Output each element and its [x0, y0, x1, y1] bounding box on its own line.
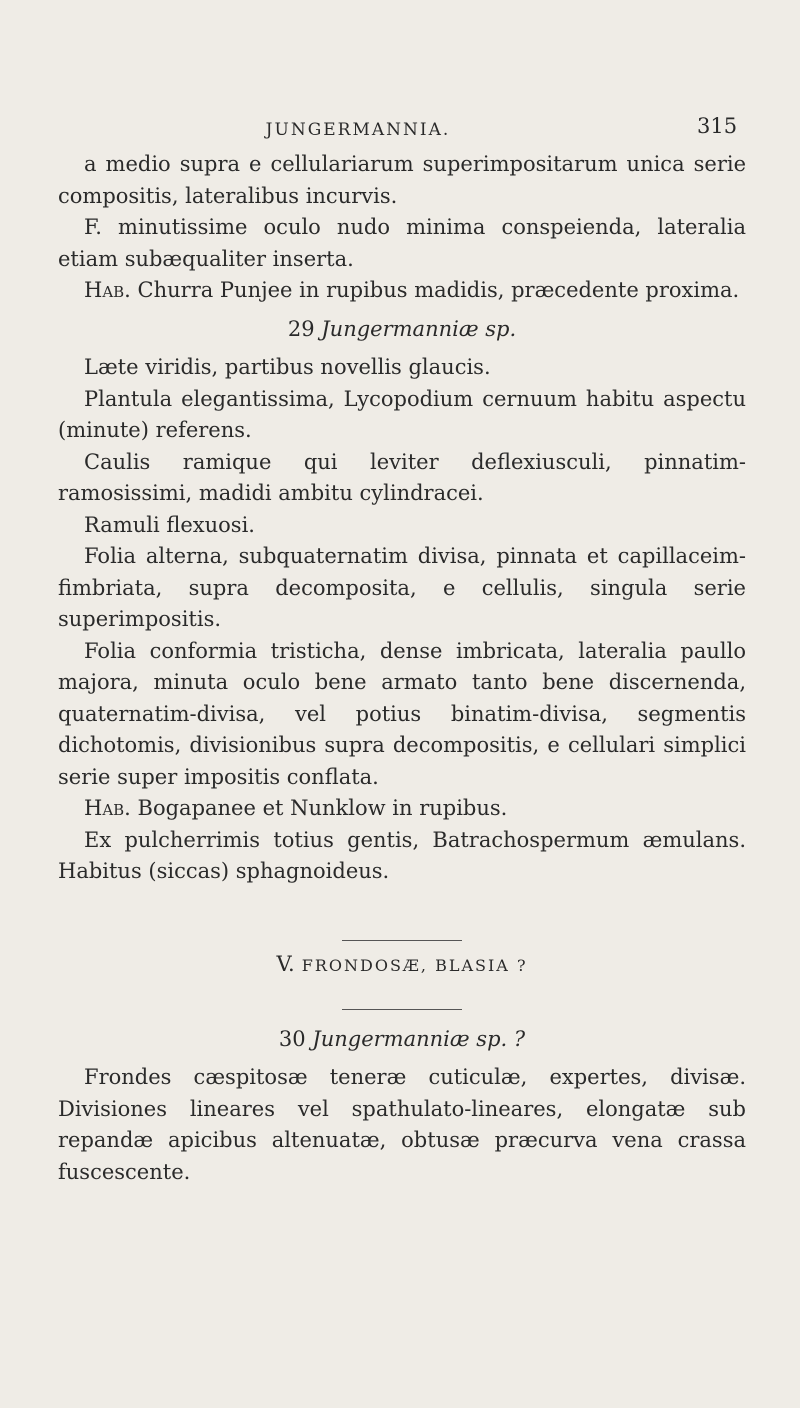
species-name: Jungermanniæ sp. ?	[312, 1026, 526, 1051]
section-heading	[58, 949, 746, 981]
paragraph: a medio supra e cellulariarum superimpositarum unica serie compositis, lateralibus incurvis.	[58, 152, 746, 208]
running-head	[0, 108, 800, 138]
paragraph: Caulis ramique qui leviter deflexiusculi, pinnatim-ramosissimi, madidi ambitu cylindracei.	[58, 449, 746, 505]
species-heading	[58, 314, 746, 346]
paragraph: Folia alterna, subquaternatim divisa, pinnata et capillaceim-fimbriata, supra decomposita, e cellulis, singula serie superimpositis.	[58, 544, 746, 631]
habitat-label: Hab.	[84, 278, 131, 302]
species-number: 29	[287, 316, 315, 341]
paragraph: Ex pulcherrimis totius gentis, Batrachospermum æmulans. Habitus (siccas) sphagnoideus.	[58, 827, 746, 883]
habitat-text: Churra Punjee in rupibus madidis, præcedente proxima.	[130, 278, 740, 302]
page-number: 315	[697, 114, 738, 138]
paragraph: F. minutissime oculo nudo minima conspeienda, lateralia etiam subæqualiter inserta.	[58, 215, 746, 271]
page-body	[58, 149, 746, 1188]
paragraph: Folia conformia tristicha, dense imbricata, lateralia paullo majora, minuta oculo bene armato tanto bene discernenda, quaternatim-divisa, vel potius binatim-divisa, segmentis dichotomis, divisionibus supra decompositis, e cellulari simplici serie super impositis conflata.	[58, 638, 746, 789]
paragraph: Frondes cæspitosæ teneræ cuticulæ, expertes, divisæ. Divisiones lineares vel spathulato-lineares, elongatæ sub repandæ apicibus altenuatæ, obtusæ præcurva vena crassa fuscescente.	[58, 1065, 746, 1184]
running-title: JUNGERMANNIA.	[265, 120, 451, 140]
section-numeral: V.	[276, 951, 295, 976]
habitat-text: Bogapanee et Nunklow in rupibus.	[130, 796, 508, 820]
divider-rule	[342, 1009, 462, 1010]
species-heading	[58, 1024, 746, 1056]
paragraph: Læte viridis, partibus novellis glaucis.	[84, 355, 491, 379]
species-name: Jungermanniæ sp.	[321, 316, 517, 341]
paragraph: Plantula elegantissima, Lycopodium cernuum habitu aspectu (minute) referens.	[58, 386, 746, 442]
species-number: 30	[278, 1026, 306, 1051]
paragraph: Ramuli flexuosi.	[84, 512, 255, 537]
habitat-label: Hab.	[84, 796, 131, 820]
section-label: FRONDOSÆ, BLASIA ?	[294, 955, 528, 975]
habitat-paragraph	[58, 793, 746, 825]
divider-rule	[342, 940, 462, 941]
habitat-paragraph	[58, 275, 746, 307]
